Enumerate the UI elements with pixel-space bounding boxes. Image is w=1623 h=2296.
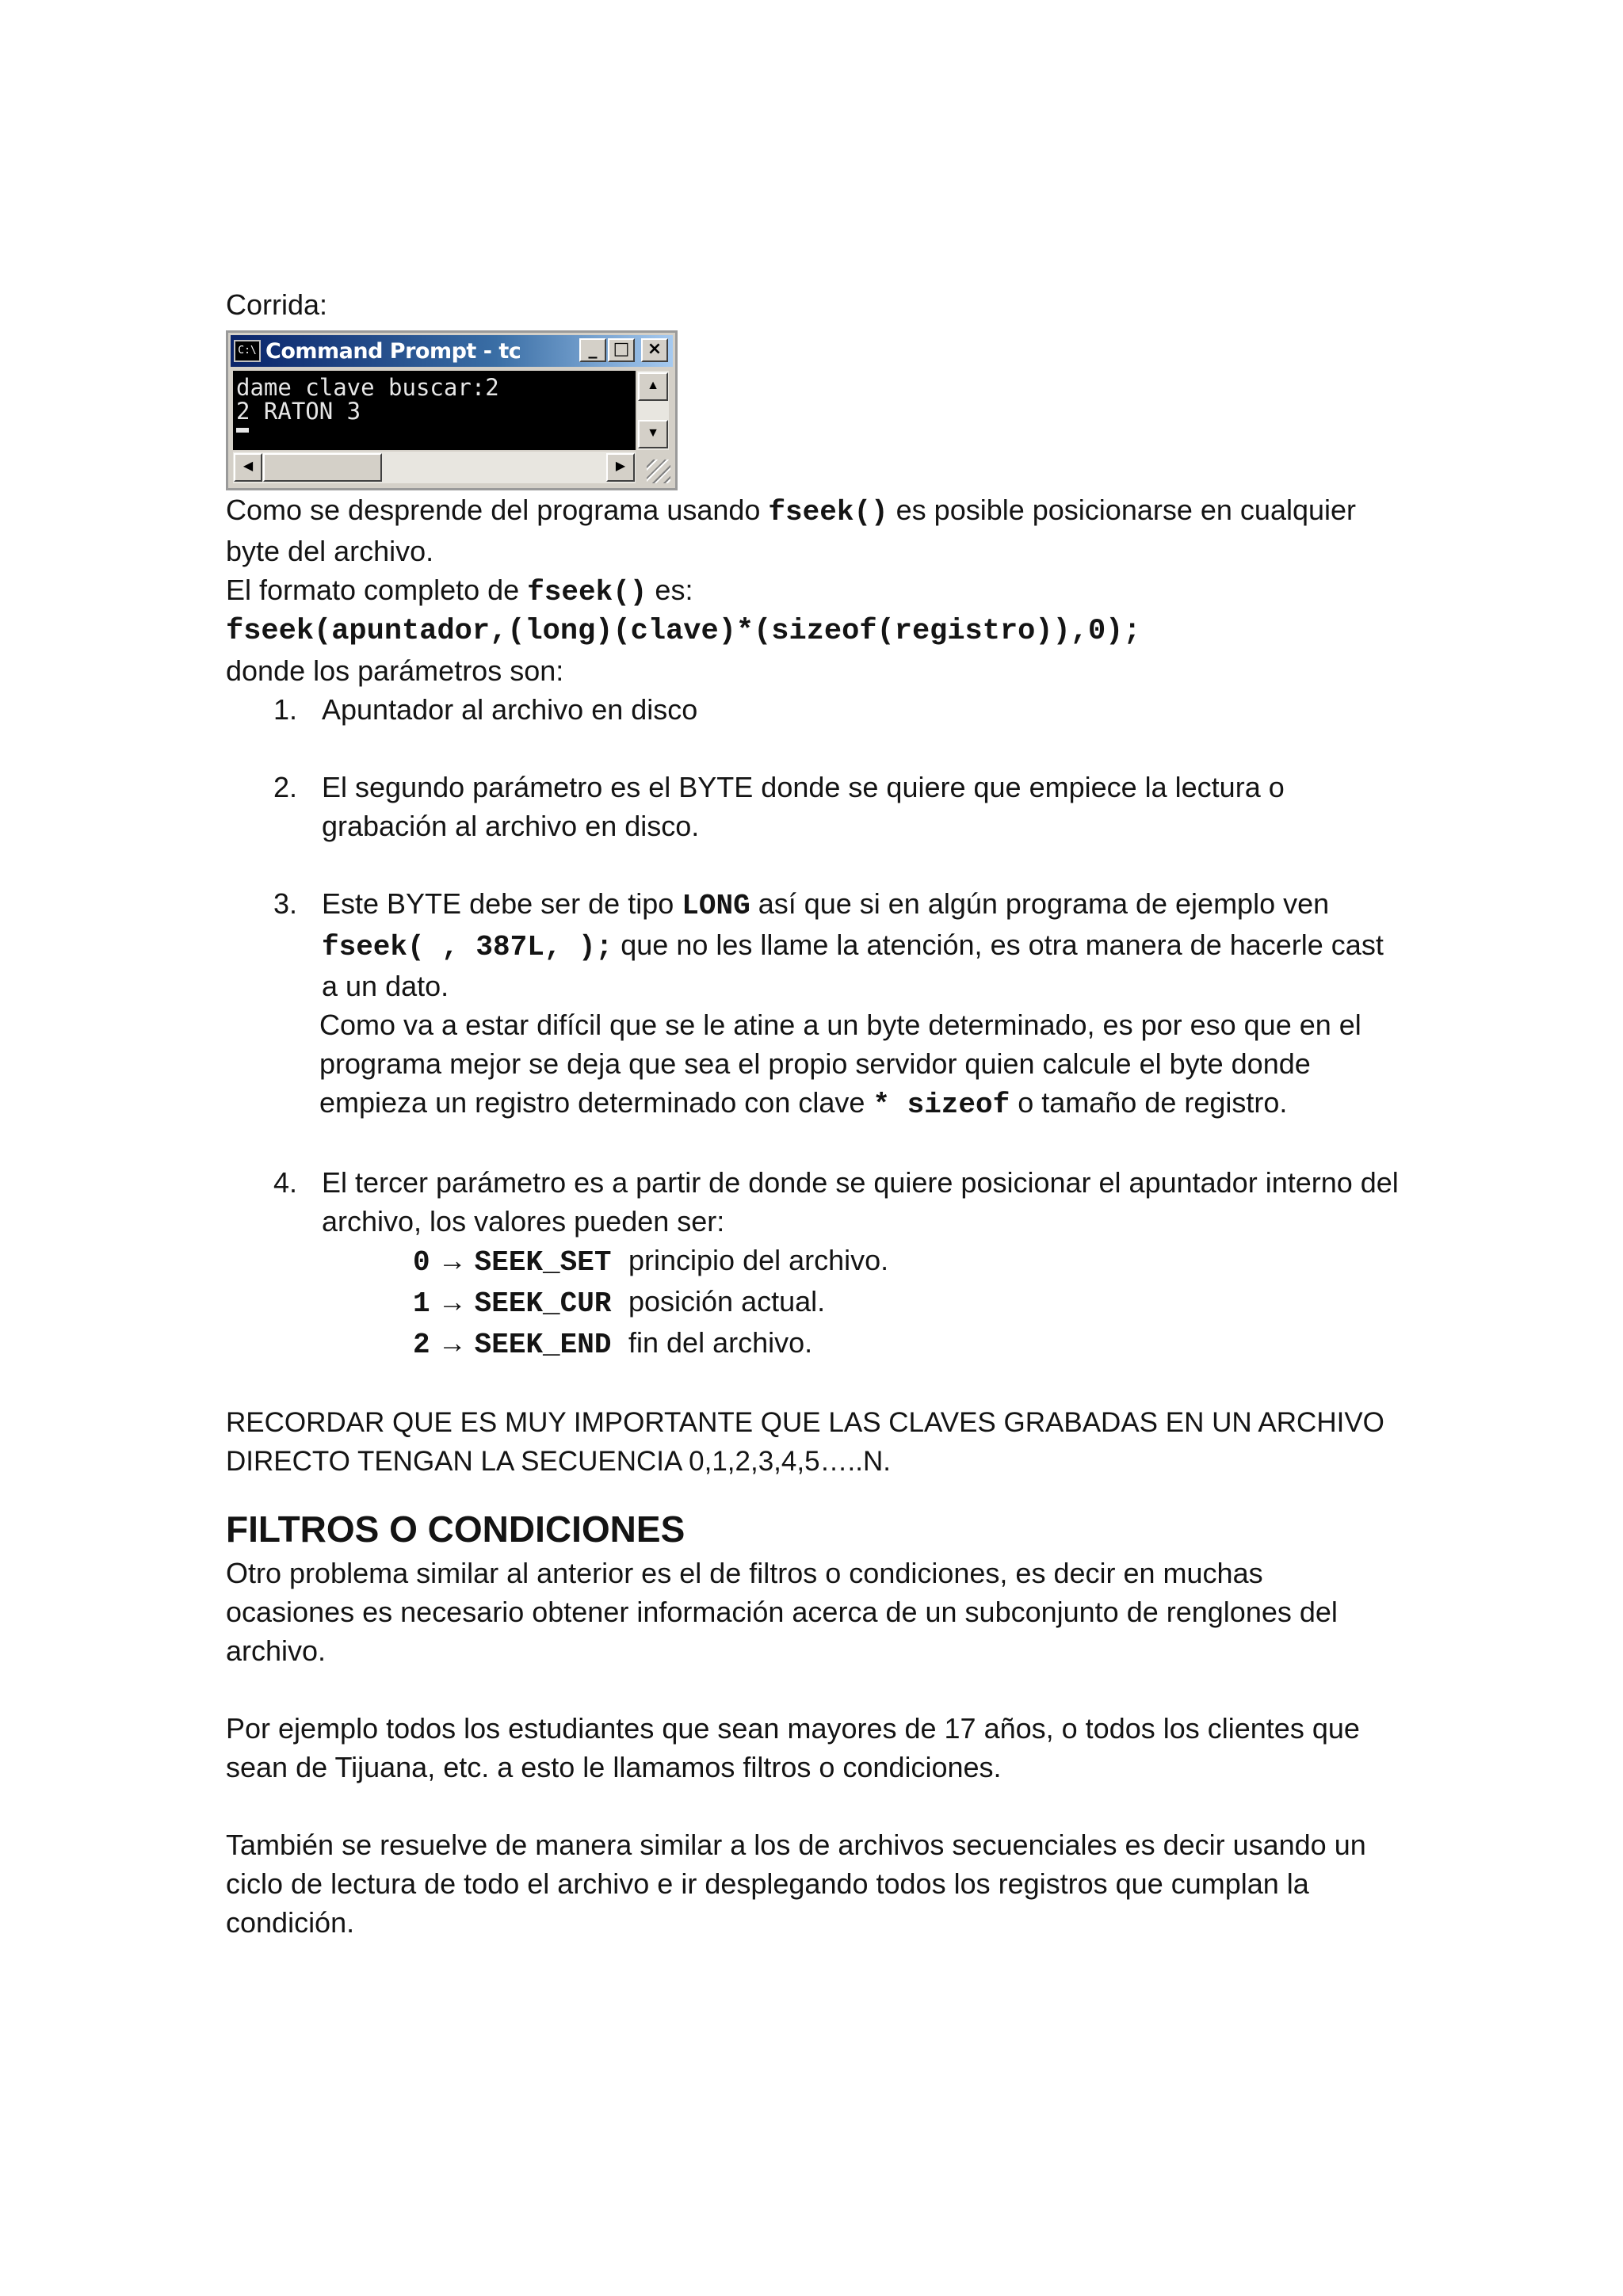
section-heading: FILTROS O CONDICIONES (226, 1508, 685, 1550)
console-line-2: 2 RATON 3 (236, 398, 361, 425)
section-paragraph: También se resuelve de manera similar a los de archivos secuenciales es decir usando un ciclo de lectura de todo el archivo e ir desplegando todos los registros que cumplan la condición. (226, 1829, 1366, 1939)
document-content (226, 285, 1399, 1942)
scroll-left-icon: ◀ (234, 453, 262, 482)
seek-values-table (413, 1241, 1399, 1364)
cmd-console-output (233, 371, 636, 450)
seek-row: 1 → SEEK_CUR posición actual. (413, 1285, 826, 1320)
command-prompt-screenshot (226, 330, 678, 490)
list-item: 2. El segundo parámetro es el BYTE donde se quiere que empiece la lectura o grabación al archivo en disco. (273, 771, 1285, 842)
list-item: 1. Apuntador al archivo en disco (273, 693, 698, 726)
scroll-down-icon: ▼ (638, 420, 668, 448)
scroll-thumb (263, 453, 382, 482)
console-line-1: dame clave buscar:2 (236, 374, 499, 401)
cmd-vertical-scrollbar (637, 371, 669, 450)
inline-code: fseek() (527, 576, 647, 608)
fseek-code-line: fseek(apuntador,(long)(clave)*(sizeof(registro)),0); (226, 615, 1141, 648)
section-paragraph: Otro problema similar al anterior es el de filtros o condiciones, es decir en muchas ocasiones es necesario obtener información acerca de un subconjunto de renglones del archivo. (226, 1557, 1338, 1667)
list-item-note: Como va a estar difícil que se le atine a un byte determinado, es por eso que en el programa mejor se deja que sea el propio servidor quien calcule el byte donde empieza un registro determinado con clave * sizeof o tamaño de registro. (319, 1009, 1361, 1121)
list-item: 4. El tercer parámetro es a partir de donde se quiere posicionar el apuntador interno del archivo, los valores pueden ser: (273, 1166, 1399, 1238)
fseek-intro-paragraph: Como se desprende del programa usando fseek() es posible posicionarse en cualquier byte del archivo. (226, 494, 1357, 567)
params-intro: donde los parámetros son: (226, 654, 564, 687)
list-spacer (226, 845, 1399, 884)
cmd-horizontal-scrollbar (233, 452, 636, 483)
list-item: 3. Este BYTE debe ser de tipo LONG así que si en algún programa de ejemplo ven fseek( , 387L, ); que no les llame la atención, es otra manera de hacerle cast a un dato. Como va a estar difícil que se le atine a un byte determinado, es por eso que en el programa mejor se deja que sea el propio servidor quien calcule el byte donde empieza un registro determinado con clave * sizeof o tamaño de registro. (226, 884, 1399, 1124)
minimize-icon: _ (579, 338, 606, 362)
inline-code: fseek() (768, 496, 888, 528)
close-icon: × (641, 338, 668, 362)
section-paragraph: Por ejemplo todos los estudiantes que sean mayores de 17 años, o todos los clientes que sean de Tijuana, etc. a esto le llamamos filtros o condiciones. (226, 1712, 1360, 1783)
cmd-window-icon: C:\ (234, 340, 261, 362)
cmd-titlebar (231, 335, 673, 367)
corrida-label: Corrida: (226, 288, 328, 321)
seek-row: 2 → SEEK_END fin del archivo. (413, 1326, 813, 1361)
scroll-right-icon: ▶ (606, 453, 635, 482)
list-spacer (226, 729, 1399, 768)
cmd-title: Command Prompt - tc (265, 338, 521, 364)
cmd-window-controls (579, 338, 668, 362)
parameters-list (226, 690, 1399, 1241)
reminder-paragraph: RECORDAR QUE ES MUY IMPORTANTE QUE LAS CLAVES GRABADAS EN UN ARCHIVO DIRECTO TENGAN LA SECUENCIA 0,1,2,3,4,5…..N. (226, 1407, 1384, 1477)
resize-grip-icon (647, 460, 670, 483)
seek-row: 0 → SEEK_SET principio del archivo. (413, 1244, 889, 1279)
console-cursor (236, 428, 249, 433)
fseek-format-paragraph: El formato completo de fseek() es: (226, 574, 693, 608)
maximize-icon: □ (608, 338, 635, 362)
scroll-up-icon: ▲ (638, 372, 668, 401)
list-spacer (226, 1124, 1399, 1163)
